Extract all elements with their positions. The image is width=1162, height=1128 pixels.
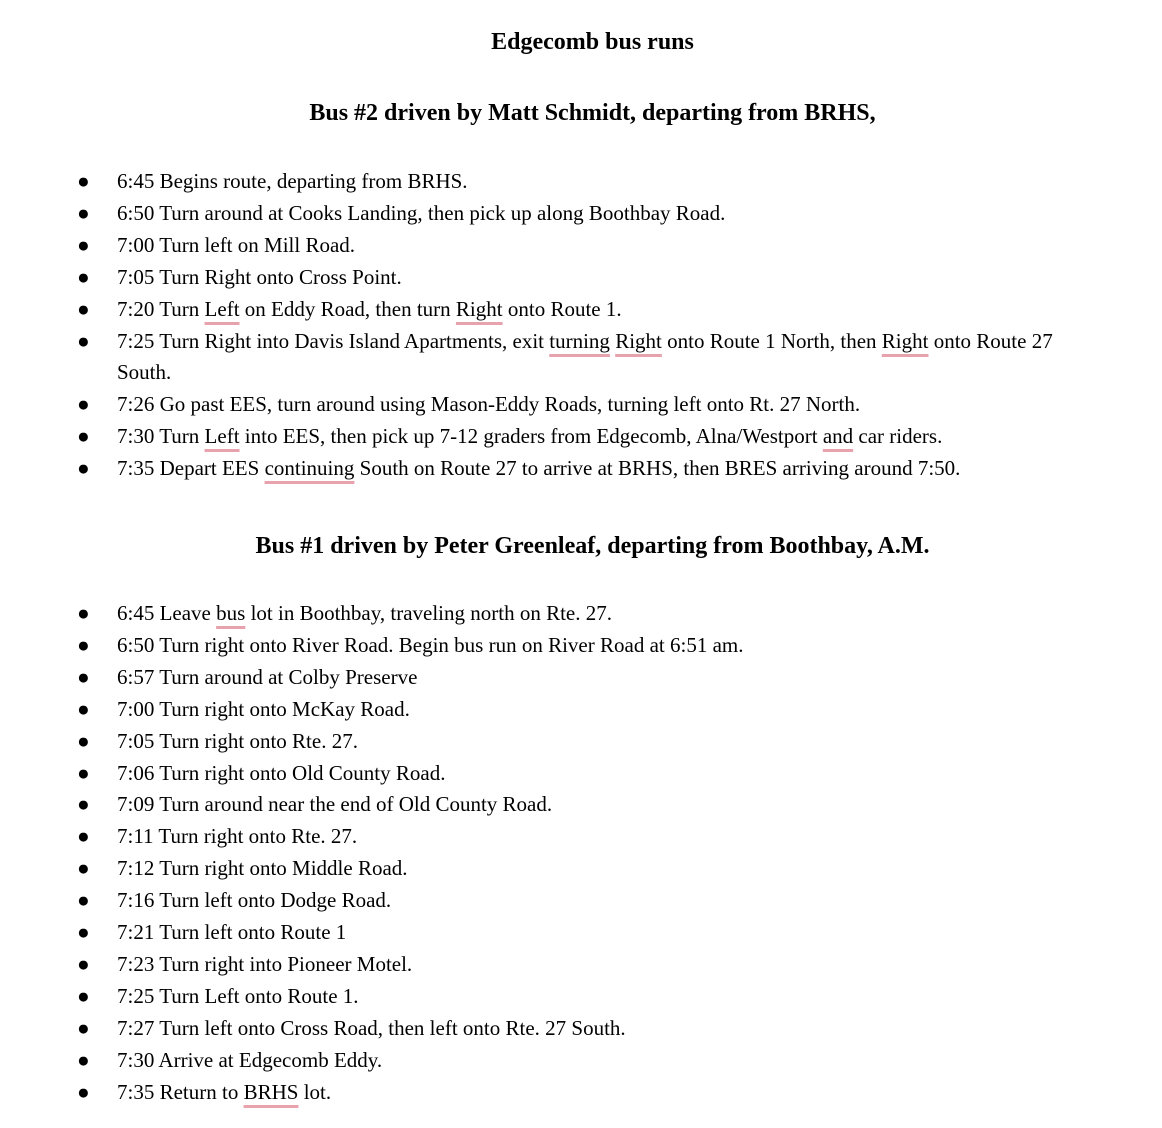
spellcheck-underline: continuing	[264, 456, 355, 481]
bullet-icon: ●	[77, 169, 90, 193]
list-item	[0, 198, 1110, 230]
bullet-icon: ●	[77, 983, 90, 1008]
bus-1-heading: Bus #1 driven by Peter Greenleaf, departing from Boothbay, A.M.	[255, 533, 930, 559]
stop-text: 7:21 Turn left onto Route 1	[117, 920, 347, 945]
bullet-icon: ●	[77, 760, 90, 785]
spellcheck-underline: Right	[881, 328, 929, 353]
stop-text: 6:45 Begins route, departing from BRHS.	[117, 169, 468, 193]
stop-text: 7:00 Turn left on Mill Road.	[117, 232, 356, 257]
bus-2-stop-list	[0, 166, 1110, 485]
bullet-icon: ●	[77, 200, 90, 225]
list-item	[0, 262, 1110, 294]
document-title: Edgecomb bus runs	[491, 29, 694, 55]
bullet-icon: ●	[77, 728, 90, 753]
list-item	[0, 453, 1110, 485]
spellcheck-underline: and	[822, 424, 854, 449]
list-item	[0, 630, 1110, 662]
list-item	[0, 917, 1110, 949]
bullet-icon: ●	[77, 632, 90, 657]
spellcheck-underline: Right	[615, 328, 662, 353]
bullet-icon: ●	[77, 792, 90, 817]
stop-text: 7:16 Turn left onto Dodge Road.	[117, 888, 392, 913]
list-item	[0, 662, 1110, 694]
list-item	[0, 853, 1110, 885]
bullet-icon: ●	[77, 920, 90, 945]
stop-text: 7:23 Turn right into Pioneer Motel.	[117, 951, 413, 976]
list-item	[0, 166, 1110, 198]
bullet-icon: ●	[77, 664, 90, 689]
list-item	[0, 421, 1110, 453]
stop-text: 7:09 Turn around near the end of Old County Road.	[117, 792, 553, 817]
spellcheck-underline: BRHS	[243, 1079, 299, 1104]
list-item	[0, 598, 1110, 630]
bus-1-stop-list	[0, 598, 1110, 1109]
stop-text: 7:11 Turn right onto Rte. 27.	[117, 824, 358, 849]
stop-text: 7:00 Turn right onto McKay Road.	[117, 696, 410, 721]
stop-text: 7:05 Turn Right onto Cross Point.	[117, 264, 402, 289]
stop-text: 6:50 Turn right onto River Road. Begin bus run on River Road at 6:51 am.	[117, 632, 744, 657]
bullet-icon: ●	[77, 1015, 90, 1040]
stop-text: 7:25 Turn Left onto Route 1.	[117, 983, 359, 1008]
spellcheck-underline: turning	[549, 328, 610, 353]
list-item	[0, 726, 1110, 758]
list-item	[0, 1045, 1110, 1077]
bullet-icon: ●	[77, 424, 90, 449]
stop-text: 7:35 Depart EES continuing South on Route 27 to arrive at BRHS, then BRES arriving around 7:50.	[117, 456, 961, 481]
stop-text: 7:06 Turn right onto Old County Road.	[117, 760, 446, 785]
stop-text: 7:27 Turn left onto Cross Road, then left onto Rte. 27 South.	[117, 1015, 626, 1040]
bullet-icon: ●	[77, 601, 90, 625]
stop-text: 7:35 Return to BRHS lot.	[117, 1079, 332, 1104]
list-item	[0, 821, 1110, 853]
bullet-icon: ●	[77, 696, 90, 721]
stop-text: 7:12 Turn right onto Middle Road.	[117, 856, 408, 881]
bullet-icon: ●	[77, 456, 90, 481]
spellcheck-underline: Right	[455, 296, 503, 321]
list-item	[0, 758, 1110, 790]
stop-text: 7:20 Turn Left on Eddy Road, then turn Right onto Route 1.	[117, 296, 622, 321]
bullet-icon: ●	[77, 824, 90, 849]
list-item	[0, 694, 1110, 726]
list-item	[0, 949, 1110, 981]
bullet-icon: ●	[77, 232, 90, 257]
bullet-icon: ●	[77, 264, 90, 289]
stop-text: 6:50 Turn around at Cooks Landing, then pick up along Boothbay Road.	[117, 200, 726, 225]
list-item	[0, 326, 1110, 390]
list-item	[0, 789, 1110, 821]
bullet-icon: ●	[77, 1047, 90, 1072]
stop-text: 7:30 Turn Left into EES, then pick up 7-12 graders from Edgecomb, Alna/Westport and car riders.	[117, 424, 943, 449]
list-item	[0, 1013, 1110, 1045]
bullet-icon: ●	[77, 951, 90, 976]
bullet-icon: ●	[77, 888, 90, 913]
list-item	[0, 389, 1110, 421]
bullet-icon: ●	[77, 392, 90, 417]
list-item	[0, 981, 1110, 1013]
list-item	[0, 885, 1110, 917]
list-item	[0, 1077, 1110, 1109]
bullet-icon: ●	[77, 296, 90, 321]
stop-text: 6:57 Turn around at Colby Preserve	[117, 664, 418, 689]
spellcheck-underline: Left	[204, 296, 240, 321]
bullet-icon: ●	[77, 1079, 90, 1104]
spellcheck-underline: bus	[216, 601, 246, 625]
stop-text: 7:30 Arrive at Edgecomb Eddy.	[117, 1047, 383, 1072]
bullet-icon: ●	[77, 328, 90, 353]
list-item	[0, 230, 1110, 262]
bullet-icon: ●	[77, 856, 90, 881]
stop-text: 6:45 Leave bus lot in Boothbay, traveling north on Rte. 27.	[117, 601, 612, 625]
list-item	[0, 294, 1110, 326]
stop-text: 7:26 Go past EES, turn around using Mason-Eddy Roads, turning left onto Rt. 27 North.	[117, 392, 861, 417]
bus-2-heading: Bus #2 driven by Matt Schmidt, departing from BRHS,	[309, 100, 876, 126]
stop-text: 7:25 Turn Right into Davis Island Apartments, exit turning Right onto Route 1 North, then Right onto Route 27 South.	[117, 328, 1053, 385]
spellcheck-underline: Left	[204, 424, 240, 449]
stop-text: 7:05 Turn right onto Rte. 27.	[117, 728, 358, 753]
